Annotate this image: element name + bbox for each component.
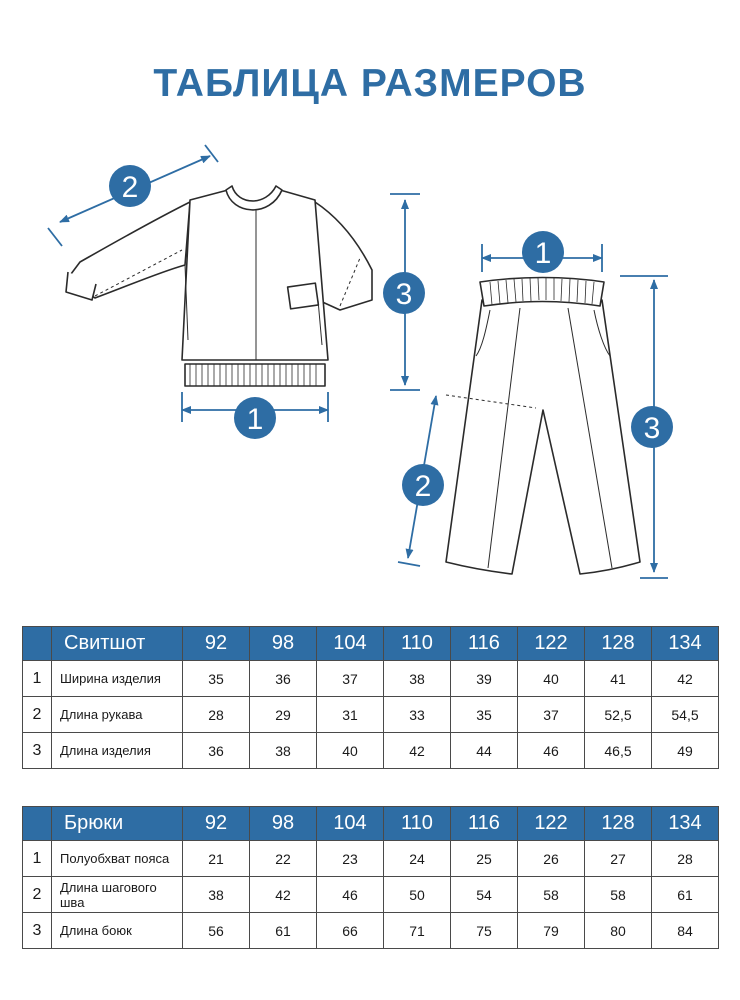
table-cell: 29 — [250, 697, 317, 733]
table-cell: 37 — [518, 697, 585, 733]
table-row — [23, 877, 719, 913]
table-cell: 33 — [384, 697, 451, 733]
table-cell: 22 — [250, 841, 317, 877]
size-header: 134 — [652, 627, 719, 661]
header-blank-cell — [23, 627, 52, 661]
table-header-row — [23, 807, 719, 841]
measurement-badge — [631, 406, 673, 448]
table-cell: 44 — [451, 733, 518, 769]
table-cell: 66 — [317, 913, 384, 949]
size-header: 122 — [518, 807, 585, 841]
table-row — [23, 841, 719, 877]
badge-number: 3 — [395, 278, 413, 311]
row-number: 2 — [23, 877, 52, 913]
table-cell: 38 — [250, 733, 317, 769]
table-row — [23, 733, 719, 769]
table-cell: 50 — [384, 877, 451, 913]
table-cell: 80 — [585, 913, 652, 949]
table-cell: 36 — [250, 661, 317, 697]
table-cell: 23 — [317, 841, 384, 877]
size-header: 128 — [585, 807, 652, 841]
table-cell: 54 — [451, 877, 518, 913]
pants-size-table — [22, 806, 719, 949]
table-cell: 28 — [183, 697, 250, 733]
row-number: 3 — [23, 913, 52, 949]
size-header: 116 — [451, 627, 518, 661]
table-cell: 21 — [183, 841, 250, 877]
table-cell: 52,5 — [585, 697, 652, 733]
size-header: 116 — [451, 807, 518, 841]
table-cell: 49 — [652, 733, 719, 769]
table-cell: 35 — [183, 661, 250, 697]
table-cell: 25 — [451, 841, 518, 877]
size-header: 104 — [317, 807, 384, 841]
table-cell: 79 — [518, 913, 585, 949]
row-number: 2 — [23, 697, 52, 733]
table-cell: 26 — [518, 841, 585, 877]
measurement-badge — [522, 231, 564, 273]
table-cell: 38 — [183, 877, 250, 913]
sweatshirt-size-table — [22, 626, 719, 769]
table-cell: 46 — [518, 733, 585, 769]
table-header-row — [23, 627, 719, 661]
badge-number: 1 — [246, 403, 264, 436]
size-header: 134 — [652, 807, 719, 841]
table-cell: 71 — [384, 913, 451, 949]
table-cell: 27 — [585, 841, 652, 877]
page-title: ТАБЛИЦА РАЗМЕРОВ — [153, 62, 587, 105]
measurement-badge — [234, 397, 276, 439]
row-label: Ширина изделия — [52, 661, 183, 697]
size-header: 98 — [250, 627, 317, 661]
table-cell: 61 — [250, 913, 317, 949]
table-cell: 84 — [652, 913, 719, 949]
table-cell: 40 — [518, 661, 585, 697]
row-label: Длина изделия — [52, 733, 183, 769]
row-number: 1 — [23, 661, 52, 697]
table-cell: 36 — [183, 733, 250, 769]
row-label: Длина рукава — [52, 697, 183, 733]
badge-number: 2 — [121, 171, 139, 204]
table-cell: 75 — [451, 913, 518, 949]
size-header: 128 — [585, 627, 652, 661]
table-row — [23, 913, 719, 949]
measurement-badge — [402, 464, 444, 506]
table-cell: 28 — [652, 841, 719, 877]
table-cell: 24 — [384, 841, 451, 877]
table-cell: 40 — [317, 733, 384, 769]
table-cell: 42 — [250, 877, 317, 913]
table-cell: 58 — [585, 877, 652, 913]
table-cell: 56 — [183, 913, 250, 949]
table-cell: 61 — [652, 877, 719, 913]
size-header: 110 — [384, 627, 451, 661]
table-cell: 35 — [451, 697, 518, 733]
table-cell: 46,5 — [585, 733, 652, 769]
table-cell: 38 — [384, 661, 451, 697]
table-row — [23, 697, 719, 733]
table-cell: 39 — [451, 661, 518, 697]
table-cell: 42 — [652, 661, 719, 697]
size-header: 110 — [384, 807, 451, 841]
table-cell: 46 — [317, 877, 384, 913]
table-cell: 31 — [317, 697, 384, 733]
row-label: Полуобхват пояса — [52, 841, 183, 877]
row-label: Длина боюк — [52, 913, 183, 949]
pants-drawing — [446, 278, 640, 575]
table-row — [23, 661, 719, 697]
table-cell: 37 — [317, 661, 384, 697]
row-number: 3 — [23, 733, 52, 769]
badge-number: 1 — [534, 237, 552, 270]
size-header: 104 — [317, 627, 384, 661]
size-header: 92 — [183, 807, 250, 841]
sweatshirt-drawing — [66, 186, 372, 386]
size-header: 98 — [250, 807, 317, 841]
measurement-badge — [383, 272, 425, 314]
table-cell: 58 — [518, 877, 585, 913]
size-header: 92 — [183, 627, 250, 661]
badge-number: 3 — [643, 412, 661, 445]
table-cell: 42 — [384, 733, 451, 769]
table-name: Брюки — [52, 807, 183, 841]
table-name: Свитшот — [52, 627, 183, 661]
size-header: 122 — [518, 627, 585, 661]
row-number: 1 — [23, 841, 52, 877]
badge-number: 2 — [414, 470, 432, 503]
table-cell: 41 — [585, 661, 652, 697]
header-blank-cell — [23, 807, 52, 841]
table-cell: 54,5 — [652, 697, 719, 733]
measurement-badge — [109, 165, 151, 207]
row-label: Длина шагового шва — [52, 877, 183, 913]
